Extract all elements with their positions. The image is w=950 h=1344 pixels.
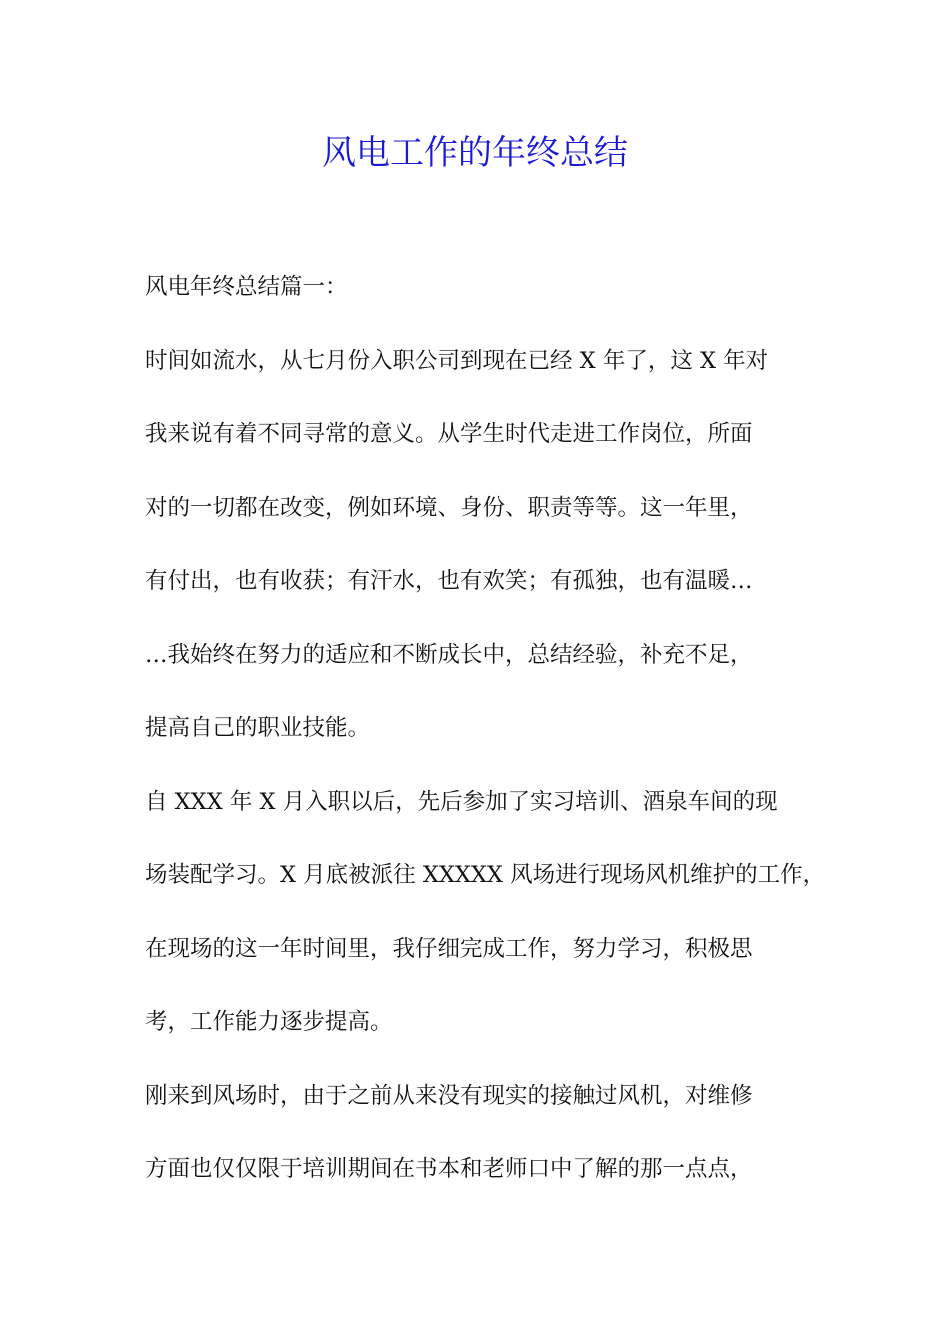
paragraph-3 (145, 1067, 815, 1214)
text-line: …我始终在努力的适应和不断成长中，总结经验，补充不足， (145, 641, 753, 668)
text-line: 对的一切都在改变，例如环境、身份、职责等等。这一年里， (145, 494, 753, 521)
paragraph-1 (145, 332, 815, 773)
document-title: 风电工作的年终总结 (322, 133, 628, 173)
text-line: 场装配学习。X 月底被派往 XXXXX 风场进行现场风机维护的工作， (145, 862, 826, 888)
text-line: 考，工作能力逐步提高。 (145, 1009, 393, 1035)
text-line: 我来说有着不同寻常的意义。从学生时代走进工作岗位，所面 (145, 421, 753, 447)
text-line: 时间如流水，从七月份入职公司到现在已经 X 年了，这 X 年对 (145, 347, 769, 374)
document-body (145, 258, 826, 1214)
text-line: 在现场的这一年时间里，我仔细完成工作，努力学习，积极思 (145, 935, 753, 962)
section-heading: 风电年终总结篇一： (145, 274, 348, 300)
text-line: 提高自己的职业技能。 (145, 715, 371, 741)
text-line: 刚来到风场时，由于之前从来没有现实的接触过风机，对维修 (145, 1082, 753, 1109)
text-line: 方面也仅仅限于培训期间在书本和老师口中了解的那一点点， (145, 1156, 753, 1182)
text-line: 有付出，也有收获；有汗水，也有欢笑；有孤独，也有温暖… (145, 568, 753, 594)
text-line: 自 XXX 年 X 月入职以后，先后参加了实习培训、酒泉车间的现 (145, 788, 778, 815)
paragraph-2 (145, 773, 826, 1067)
